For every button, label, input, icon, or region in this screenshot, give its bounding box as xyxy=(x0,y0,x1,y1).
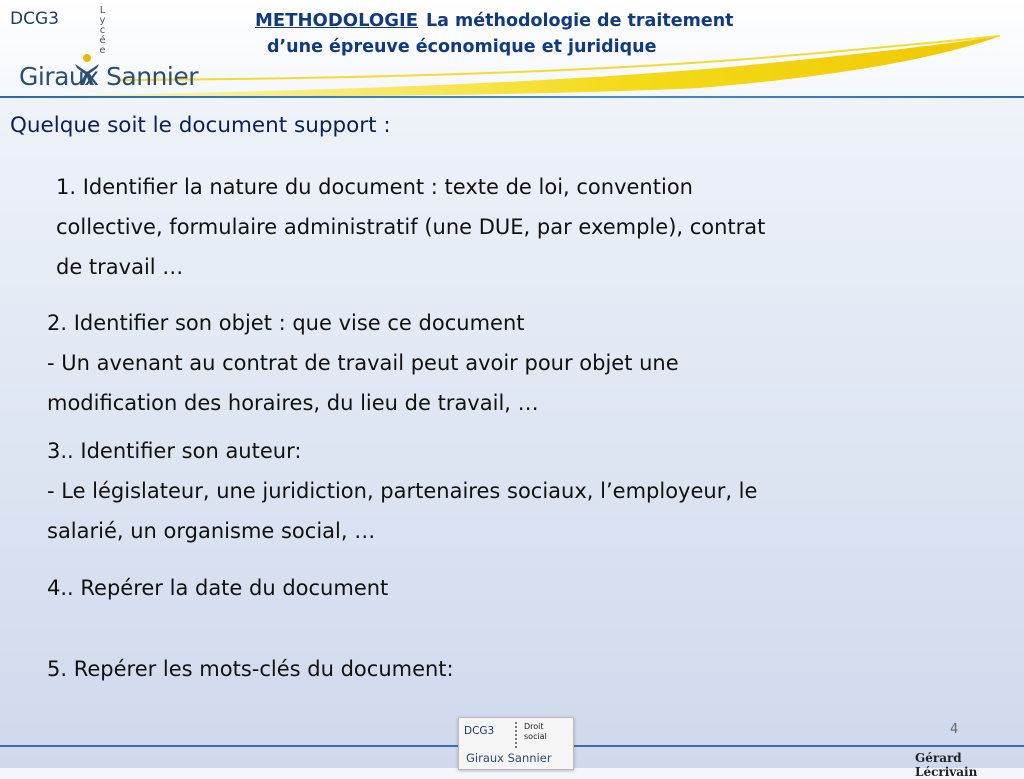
footer-logo-subject-line-1: Droit xyxy=(524,722,544,731)
footer-logo-subject xyxy=(524,722,547,742)
point-5-mots-cles xyxy=(47,649,1012,689)
author-name: Gérard Lécrivain xyxy=(915,751,978,779)
page-number: 4 xyxy=(950,722,959,737)
point-3-line-3: salarié, un organisme social, … xyxy=(47,519,376,543)
point-1-line-1: 1. Identifier la nature du document : texte de loi, convention xyxy=(56,175,693,199)
point-2-line-2: - Un avenant au contrat de travail peut avoir pour objet une xyxy=(47,351,679,375)
point-1-line-2: collective, formulaire administratif (une DUE, par exemple), contrat xyxy=(56,215,766,239)
logo-dcg3-label: DCG3 xyxy=(10,9,59,29)
title-keyword: METHODOLOGIE xyxy=(255,10,418,31)
point-2-objet xyxy=(47,303,1012,423)
header-divider xyxy=(0,96,1024,98)
footer-logo xyxy=(458,717,574,770)
footer-logo-subject-line-2: social xyxy=(524,732,547,741)
logo-lycee-label: Lycée xyxy=(97,5,108,55)
point-4-date xyxy=(47,568,1012,608)
point-5-line-1: 5. Repérer les mots-clés du document: xyxy=(47,657,454,681)
point-4-line-1: 4.. Repérer la date du document xyxy=(47,576,389,600)
footer-logo-school-name: Giraux Sannier xyxy=(466,751,552,765)
point-3-line-2: - Le législateur, une juridiction, partenaires sociaux, l’employeur, le xyxy=(47,479,758,503)
footer-logo-dcg3: DCG3 xyxy=(464,725,495,737)
point-2-line-1: 2. Identifier son objet : que vise ce document xyxy=(47,311,525,335)
point-3-auteur xyxy=(47,431,1012,551)
point-3-line-1: 3.. Identifier son auteur: xyxy=(47,439,302,463)
intro-heading: Quelque soit le document support : xyxy=(10,113,391,138)
point-1-line-3: de travail … xyxy=(56,255,184,279)
footer-logo-separator xyxy=(515,722,517,750)
slide-title xyxy=(255,8,875,60)
point-1-nature xyxy=(56,167,1012,287)
point-2-line-3: modification des horaires, du lieu de travail, … xyxy=(47,391,539,415)
slide-header xyxy=(0,0,1024,97)
title-line-1: La méthodologie de traitement xyxy=(426,11,734,31)
logo-school-name: Giraux Sannier xyxy=(19,62,198,91)
title-line-2: d’une épreuve économique et juridique xyxy=(267,37,657,57)
